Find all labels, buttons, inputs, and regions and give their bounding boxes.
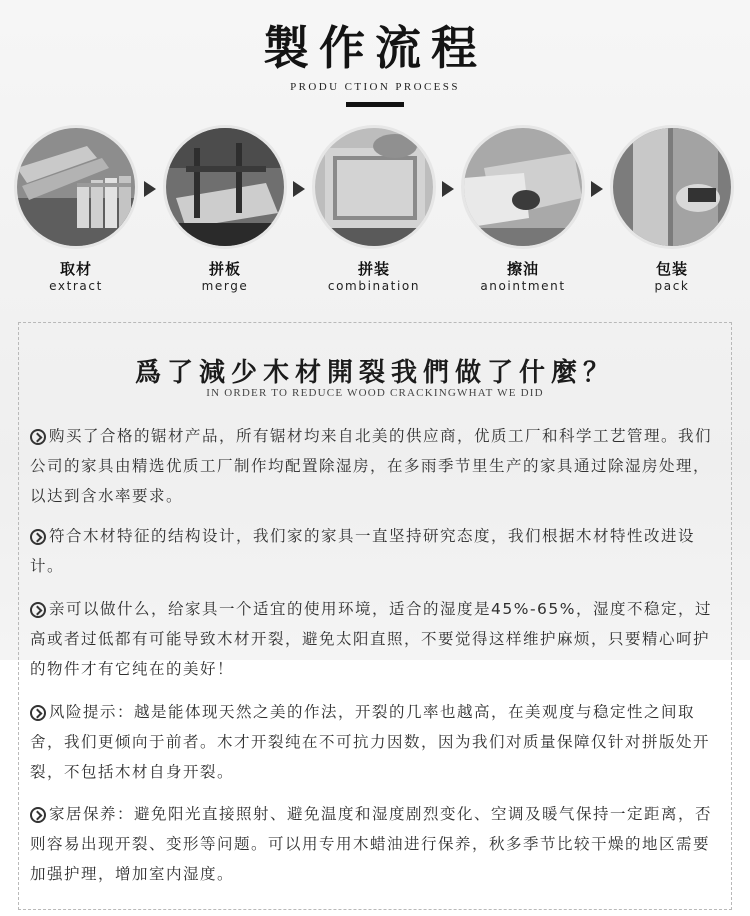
step-label-cn: 拼板 [208, 260, 241, 278]
paragraph [30, 594, 722, 684]
step-label-en: anointment [480, 279, 566, 293]
lumber-stack-photo [17, 128, 135, 246]
chevron-right-circle-icon [30, 529, 46, 545]
process-step-extract [14, 128, 138, 293]
title-underline [346, 102, 404, 107]
chevron-right-circle-icon [30, 807, 46, 823]
clamped-panel-photo [166, 128, 284, 246]
step-label-en: combination [327, 279, 421, 293]
step-label-en: extract [49, 279, 103, 293]
chevron-right-circle-icon [30, 602, 46, 618]
oiling-photo [464, 128, 582, 246]
paragraph-text: 符合木材特征的结构设计，我们家的家具一直坚持研究态度，我们根据木材特性改进设计。 [30, 527, 696, 575]
page-subtitle: PRODU CTION PROCESS [290, 81, 460, 93]
chevron-right-circle-icon [30, 429, 46, 445]
arrow-right-icon [591, 181, 603, 197]
section-subtitle: IN ORDER TO REDUCE WOOD CRACKINGWHAT WE DID [206, 387, 544, 399]
process-step-anointment [461, 128, 585, 293]
chevron-right-circle-icon [30, 705, 46, 721]
paragraph-text: 亲可以做什么，给家具一个适宜的使用环境，适合的湿度是45%-65%，湿度不稳定，过高或者过低都有可能导致木材开裂，避免太阳直照，不要觉得这样维护麻烦，只要精心呵护的物件才有它纯在的美好！ [30, 600, 712, 678]
paragraph-text: 家居保养：避免阳光直接照射、避免温度和湿度剧烈变化、空调及暖气保持一定距离，否则容易出现开裂、变形等问题。可以用专用木蜡油进行保养，秋多季节比较干燥的地区需要加强护理，增加室内湿度。 [30, 805, 713, 883]
step-label-cn: 包装 [655, 260, 688, 278]
paragraph-text: 风险提示：越是能体现天然之美的作法，开裂的几率也越高，在美观度与稳定性之间取舍，我们更倾向于前者。木才开裂纯在不可抗力因数，因为我们对质量保障仅针对拼版处开裂，不包括木材自身开裂。 [30, 703, 711, 781]
paragraph [30, 521, 722, 581]
paragraph [30, 799, 722, 889]
assembly-photo [315, 128, 433, 246]
step-label-cn: 擦油 [506, 260, 539, 278]
arrow-right-icon [144, 181, 156, 197]
process-step-pack [610, 128, 734, 293]
step-label-en: merge [201, 279, 249, 293]
process-step-merge [163, 128, 287, 293]
paragraph [30, 421, 722, 511]
packing-photo [613, 128, 731, 246]
step-label-en: pack [654, 279, 690, 293]
arrow-right-icon [442, 181, 454, 197]
paragraph-text: 购买了合格的锯材产品，所有锯材均来自北美的供应商，优质工厂和科学工艺管理。我们公司的家具由精选优质工厂制作均配置除湿房，在多雨季节里生产的家具通过除湿房处理，以达到含水率要求。 [30, 427, 713, 505]
paragraph [30, 697, 722, 787]
step-label-cn: 拼装 [357, 260, 390, 278]
section-title: 爲了減少木材開裂我們做了什麼？ [134, 358, 615, 388]
step-label-cn: 取材 [59, 260, 92, 278]
page-title: 製作流程 [263, 21, 487, 75]
process-step-combination [312, 128, 436, 293]
arrow-right-icon [293, 181, 305, 197]
